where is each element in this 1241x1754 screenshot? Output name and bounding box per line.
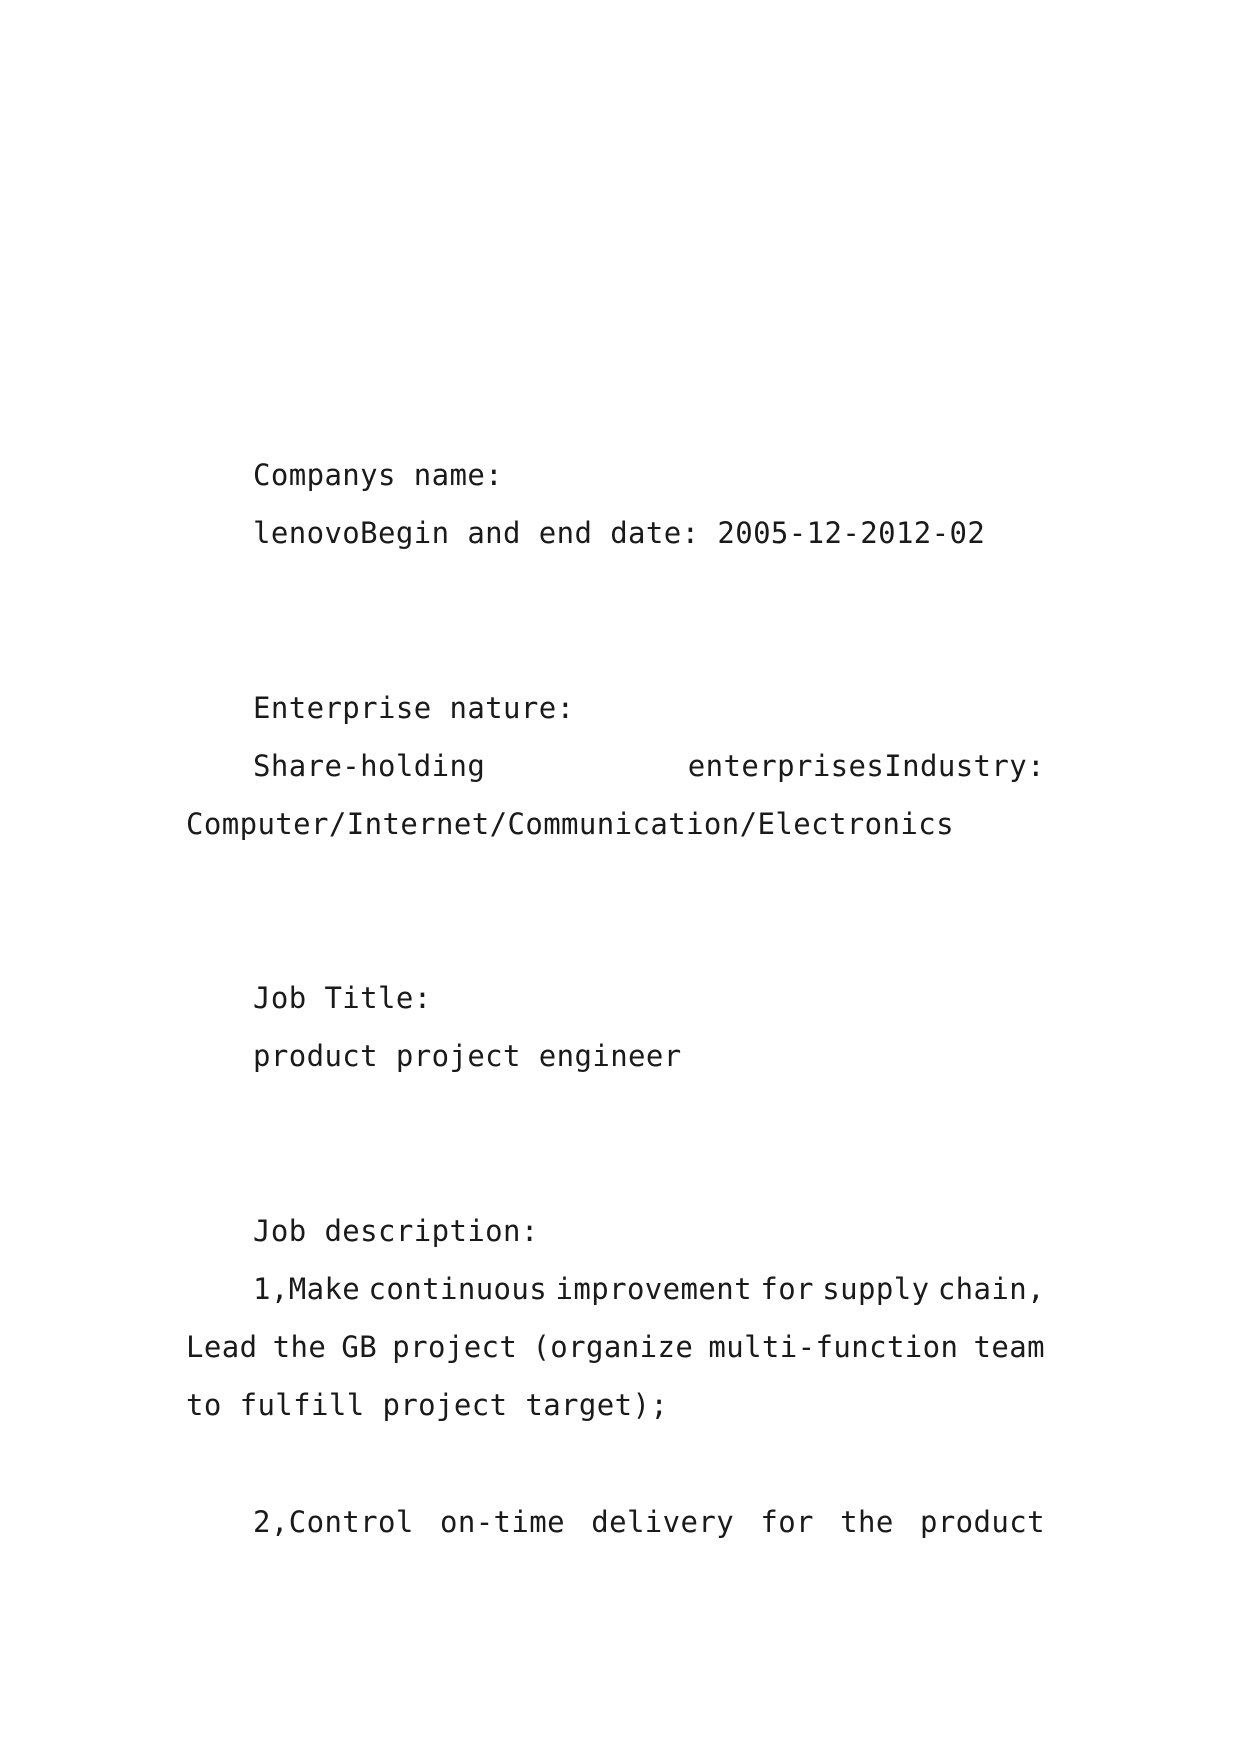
item1-line3: to fulfill project target);: [186, 1388, 669, 1422]
item1-line2: [186, 1327, 1045, 1367]
word: GB: [341, 1330, 378, 1364]
word: team: [973, 1330, 1045, 1364]
word: for: [760, 1505, 814, 1539]
word: multi-function: [708, 1330, 959, 1364]
item1-line1: [253, 1269, 1045, 1309]
word: the: [272, 1330, 327, 1364]
word: on-time: [439, 1505, 565, 1539]
enterprise-word: enterprisesIndustry:: [687, 749, 1045, 783]
industry-line: Computer/Internet/Communication/Electronics: [186, 807, 954, 841]
word: (organize: [532, 1330, 694, 1364]
company-name-label: Companys name:: [253, 458, 504, 492]
job-description-label: Job description:: [253, 1214, 539, 1248]
word: project: [392, 1330, 518, 1364]
enterprise-nature-label: Enterprise nature:: [253, 691, 575, 725]
enterprise-word: Share-holding: [253, 749, 486, 783]
word: 1,Make: [253, 1272, 361, 1306]
word: the: [840, 1505, 894, 1539]
item2-line1: [253, 1502, 1045, 1542]
job-title-value: product project engineer: [253, 1039, 682, 1073]
job-title-label: Job Title:: [253, 981, 432, 1015]
word: improvement: [555, 1272, 752, 1306]
word: Lead: [186, 1330, 258, 1364]
company-and-dates: lenovoBegin and end date: 2005-12-2012-02: [253, 516, 986, 550]
word: product: [919, 1505, 1045, 1539]
word: 2,Control: [253, 1505, 414, 1539]
word: supply: [822, 1272, 930, 1306]
word: chain,: [937, 1272, 1045, 1306]
enterprise-nature-line: [253, 746, 1045, 786]
word: for: [760, 1272, 814, 1306]
word: continuous: [368, 1272, 548, 1306]
word: delivery: [591, 1505, 735, 1539]
